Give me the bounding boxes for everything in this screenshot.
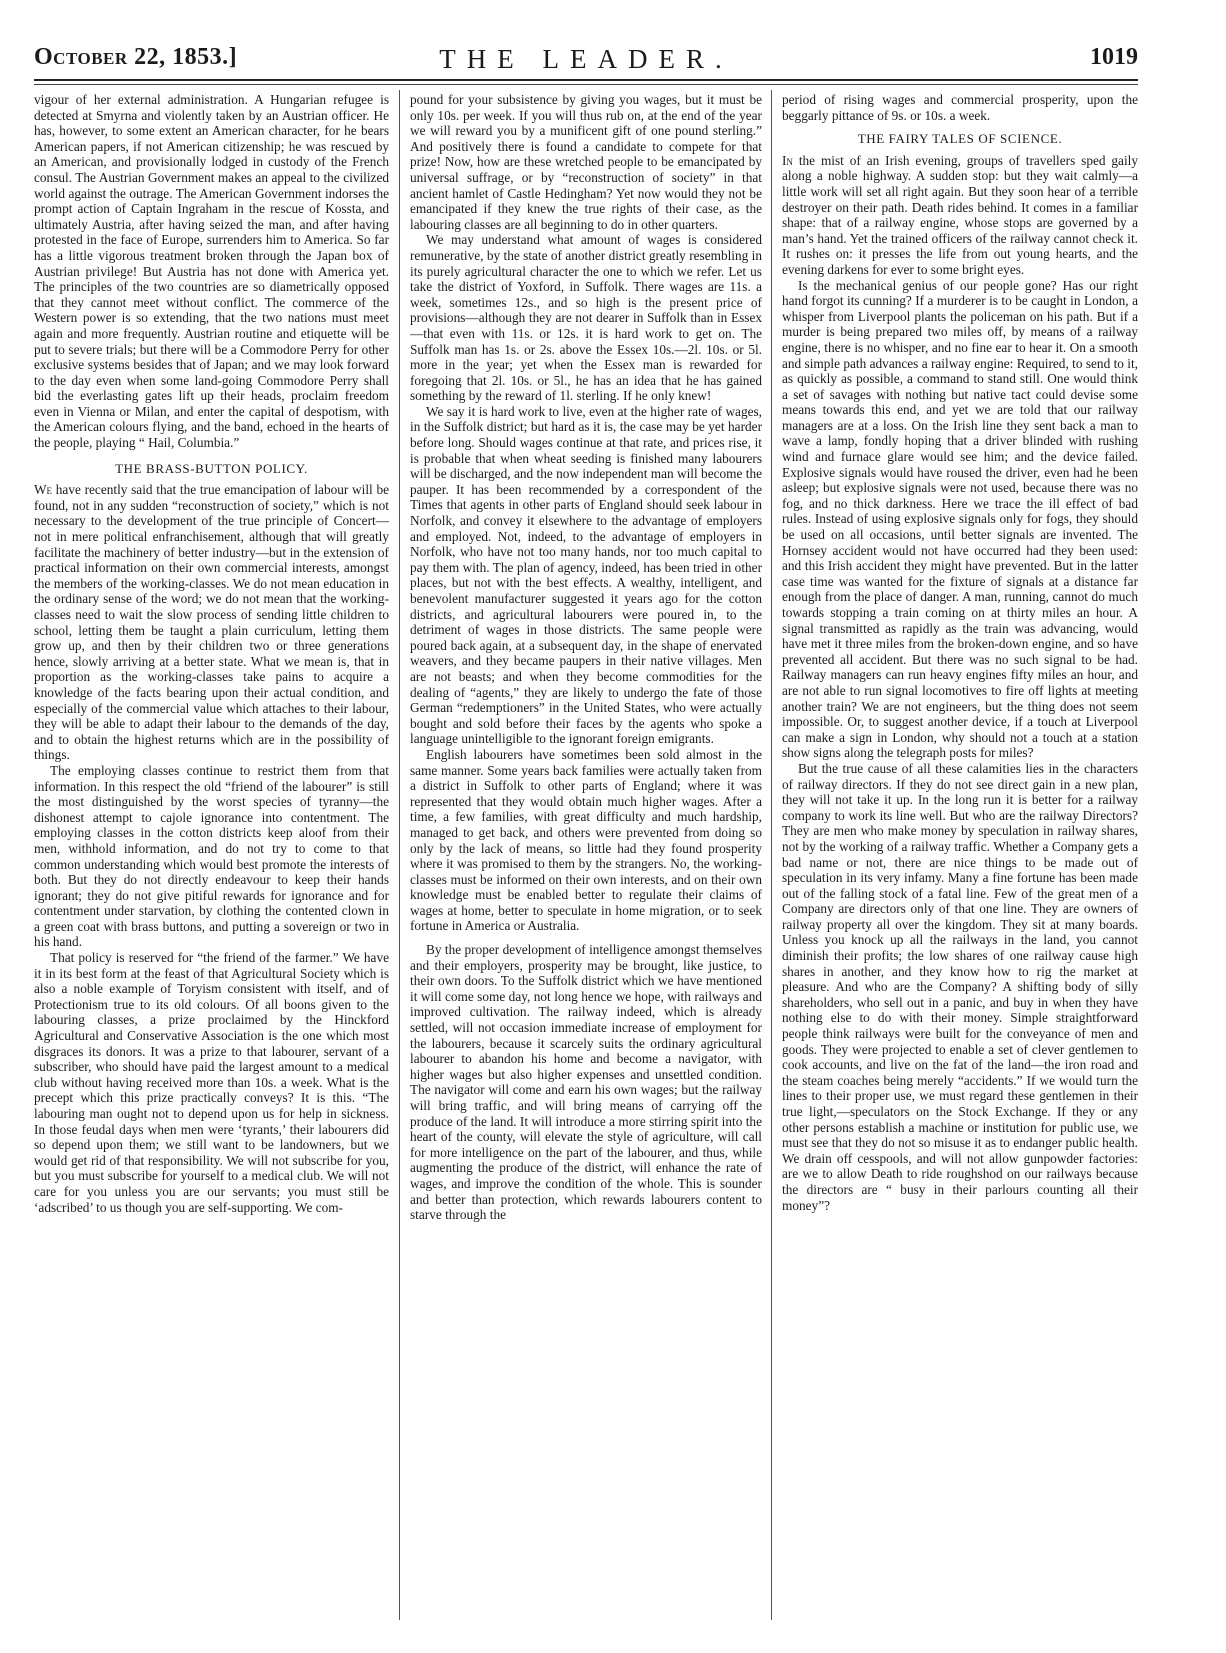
paragraph: English labourers have sometimes been sold almost in the same manner. Some years back families were actually taken from a district in Suffolk to other parts of England; where it was represented that they would obtain much higher wages. After a time, a few families, with great difficulty and much hardship, managed to get back, and others were prevented from doing so only by the lack of means, so little had they found prosperity where it was promised to them by the strangers. No, the working-classes must be informed on their own interests, and on their own knowledge must be enabled better to regulate their claims of wages at home, better to speculate in home migration, or to seek fortune in America or Australia. [410,746,762,934]
column-divider-2 [771,90,772,1620]
column-3 [782,92,1138,1622]
drop-lead: We [34,482,53,498]
masthead [34,44,1138,78]
drop-lead: In [782,152,793,168]
page-number: 1019 [1090,44,1138,70]
column-2 [410,92,762,1622]
paragraph: By the proper development of intelligence amongst themselves and their employers, prosperity may be brought, like justice, to their own doors. To the Suffolk district which we have mentioned it will come some day, not long hence we hope, with railways and improved cultivation. The railway indeed, which is already settled, will not occasion immediate increase of employment for the labourers, because it scarcely suits the ordinary agricultural labourer to abandon his home and become a navigator, with higher wages but also higher expenses and unsettled condition. The navigator will come and earn his own wages; but the railway will bring traffic, and will bring means of carrying off the produce of the land. It will introduce a more stirring spirit into the heart of the county, will elevate the style of agriculture, will call for more intelligence on the part of the labourer, and thus, while augmenting the produce of the district, will enhance the rate of wages, and improve the condition of the whole. This is sounder and better than protection, which rewards labourers content to starve through the [410,942,762,1223]
paragraph [782,153,1138,278]
paragraph: vigour of her external administration. A Hungarian refugee is detected at Smyrna and violently taken by an Austrian officer. He has, however, to some extent an American character, for he bears American papers, if not American citizenship; he was rescued by an American, and provisionally lodged in custody of the French consul. The Austrian Government makes an appeal to the civilized world against the outrage. The American Government indorses the prompt action of Captain Ingraham in the rescue of Kossta, and ultimately Austria, after having seized the man, and after having protested in the face of Europe, surrenders him to America. So far has a little vigorous treatment broken through the Japan box of Austrian privilege! But Austria has not done with America yet. The principles of the two countries are so diametrically opposed that they cannot meet without conflict. The commerce of the Western power is so extending, that the two nations must meet again and more frequently. Austrian routine and etiquette will be put to severe trials; but there will be a Commodore Perry for other exclusive systems besides that of Japan; and we may look forward to the day even when some land-going Commodore Perry shall bid the everlasting gates lift up their heads, proclaim freedom even in Vienna or Milan, and enter the capital of despotism, with the American colours flying, and the band, echoed in the hearts of the people, playing “ Hail, Columbia.” [34,92,389,451]
paragraph: That policy is reserved for “the friend of the farmer.” We have it in its best form at the feast of that Agricultural Society which is also a noble example of Toryism consistent with itself, and of Protectionism true to its old colours. Of all boons given to the labouring classes, a prize proclaimed by the Hinckford Agricultural and Conservative Association is the one which most disgraces its donors. It was a prize to that labourer, servant of a subscriber, who should have paid the largest amount to a medical club without having received more than 10s. a week. What is the precept which this prize practically conveys? It is this. “The labouring man ought not to depend upon us for help in sickness. In those feudal days when men were ‘tyrants,’ their labourers did so depend upon them; we still want to be landowners, but we would get rid of that responsibility. We will not subscribe for you, but you must subscribe for yourself to a medical club. We will not care for you unless you are our servants; you must still be ‘adscribed’ to us though you are self-supporting. We com- [34,950,389,1215]
paragraph: We may understand what amount of wages is considered remunerative, by the state of another district greatly resembling in its purely agricultural character the one to which we refer. Let us take the district of Yoxford, in Suffolk. There wages are 11s. a week, sometimes 12s., and so high is the present price of provisions—although they are not dearer in Suffolk than in Essex—that even with 11s. or 12s. it is hard work to get on. The Suffolk man has 1s. or 2s. above the Essex 10s.—2l. 10s. or 5l. more in the year; yet when the Essex man is rewarded for foregoing that 2l. 10s. or 5l., he has an idea that he has gained something by the reward of 1l. sterling. If he only knew! [410,232,762,404]
paragraph: period of rising wages and commercial prosperity, upon the beggarly pittance of 9s. or 10s. a week. [782,92,1138,123]
paragraph: pound for your subsistence by giving you wages, but it must be only 10s. per week. If you will thus rub on, at the end of the year we will reward you by a munificent gift of one pound sterling.” And positively there is found a candidate to compete for that prize! Now, how are these wretched people to be emancipated by universal suffrage, or by “reconstruction of society” in that ancient hamlet of Castle Hedingham? Yet now would they not be emancipated if they knew the true rights of their case, as the labouring classes are all beginning to do in other quarters. [410,92,762,232]
paragraph-text: have recently said that the true emancipation of labour will be found, not in any sudden “reconstruction of society,” which is not necessary to the development of the true principle of Concert—not in mere political enfranchisement, although that will greatly facilitate the machinery of better industry—but in the extension of practical information on their own commercial interests, amongst the members of the working-classes. We do not mean education in the ordinary sense of the word; we do not mean that the working-classes need to wait the slow process of sending little children to school, letting them be taught a plain curriculum, letting them grow up, and then by their children two or three generations hence, slowly arriving at a better state. What we mean is, that in proportion as the working-classes take pains to acquire a knowledge of the facts bearing upon their actual condition, and especially of the commercial value which attaches to their labour, they will be able to adapt their labour to the demands of the day, and to obtain the highest returns which are in the possibility of things. [34,482,389,763]
article-heading-brass-button-policy: THE BRASS-BUTTON POLICY. [115,460,308,476]
paragraph: Is the mechanical genius of our people gone? Has our right hand forgot its cunning? If a murderer is to be caught in London, a whisper from Liverpool plants the policeman on his path. But if a murder is being prepared two miles off, by means of a railway engine, there is no whisper, and no fine ear to hear it. On a smooth and simple path advances a railway engine: Required, to send to it, as quickly as possible, a command to stand still. One would think a set of savages with nothing but native tact could devise some means towards this end, and yet we are told that our railway managers are at a loss. On the Irish line they sent back a man to wave a lamp, fondly hoping that a driver blinded with rushing wind and furnace glare would see him; and the device failed. Explosive signals would have roused the driver, even had he been asleep; but explosive signals were not used, because there was no fog, and no thick darkness. Here we trace the ill effect of bad rules. Instead of using explosive signals only for fogs, they should be used on all occasions, until better signals are invented. The Hornsey accident would not have occurred had they been used: and this Irish accident they might have prevented. But in the latter case time was wanted for the fixture of signals at a distance far enough from the place of danger. A man, running, cannot do much towards stopping a train coming on at thirty miles an hour. A signal transmitted as rapidly as the train was advancing, would have met it three miles from the broken-down engine, and so have prevented all accident. But there was no such signal to be had. Railway managers can run heavy engines fifty miles an hour, and are not able to run signal locomotives to fire off lights at meeting another train? We are not engineers, but the thing does not seem impossible. Or, to suggest another device, if a touch at Liverpool can make a sign in London, why should not a touch at a station show signs along the telegraph posts for miles? [782,277,1138,761]
column-divider-1 [399,90,400,1620]
newspaper-title: THE LEADER. [439,44,733,74]
paragraph [34,482,389,763]
paragraph: The employing classes continue to restrict them from that information. In this respect the old “friend of the labourer” is still the most distinguished by the worst species of tyranny—the dishonest attempt to cajole ignorance into contentment. The employing classes in the cotton districts keep aloof from their men, withhold information, and do not try to come to that common understanding which would best promote the interests of both. But they do not directly endeavour to keep their hands ignorant; they do not give pitiful rewards for ignorance and for contentment under starvation, by clothing the contented clown in a green coat with brass buttons, and putting a sovereign or two in his hand. [34,762,389,950]
paragraph-text: the mist of an Irish evening, groups of travellers sped gaily along a noble highway. A sudden stop: but they wait calmly—a little work will set all right again. But they soon hear of a terrible destroyer on their path. Death rides behind. It comes in a familiar shape: that of a railway engine, whose stops are governed by a man’s hand. Yet the trained officers of the railway cannot check it. It rushes on: it presses the life from out young hearts, and the evening darkens for ever to some bright eyes. [782,152,1138,277]
masthead-rule-thin [34,84,1138,85]
issue-date: October 22, 1853.] [34,44,238,70]
masthead-rule [34,79,1138,81]
column-1 [34,92,389,1622]
paragraph: But the true cause of all these calamities lies in the characters of railway directors. If they do not see direct gain in a new plan, they will not take it up. In the long run it is better for a railway company to work its line well. But who are the railway Directors? They are men who make money by speculation in railway shares, not by the working of a railway traffic. Whether a Company gets a bad name or not, there are nice things to be made out of speculation in its very infamy. Many a fine fortune has been made out of the falling stock of a fatal line. Few of the great men of a Company are directors only of that one line. They are owners of railway property all over the kingdom. They sit at many boards. Unless you knock up all the railways in the land, you cannot diminish their profits; the low shares of one railway cause high shares in another, and they know how to rig the market at pleasure. And who are the Company? A shifting body of silly shareholders, who sell out in a panic, and buy in when they have nothing else to do with their money. Simple straightforward people think railways were built for the conveyance of men and goods. They were projected to enable a set of clever gentlemen to cook accounts, and live on the fat of the land—the iron road and the steam coaches being merely “accidents.” If we would turn the lines to their proper use, we must regard these gentlemen in their true light,—speculators on the Stock Exchange. If they or any other persons establish a machine or institution for public use, we must see that they do not so misuse it as to endanger public health. We drain off cesspools, and will not allow gunpowder factories: are we to allow Death to ride roughshod on our railways because the directors are “ busy in their parlours counting all their money”? [782,760,1138,1213]
article-heading-fairy-tales-of-science: THE FAIRY TALES OF SCIENCE. [857,131,1063,147]
paragraph: We say it is hard work to live, even at the higher rate of wages, in the Suffolk district; but hard as it is, the case may be yet harder before long. Should wages continue at that rate, and prices rise, it is probable that when wheat seeding is finished many labourers will be discharged, and the now independent man will become the pauper. It has been recommended by a correspondent of the Times that agents in other parts of England should seek labour in Norfolk, and convey it elsewhere to the advantage of employers and employed. Not, indeed, to the advantage of employers in Norfolk, who have not too many hands, nor too much capital to pay them with. The plan of agency, indeed, has been tried in other places, but not with the best effects. A wealthy, intelligent, and benevolent manufacturer suggested it years ago for the cotton districts, and agricultural labourers were poured in, to the detriment of wages in those districts. The same people were poured back again, at a subsequent day, in the shape of enervated weavers, and they became paupers in their native villages. Men are not beasts; and when they become commodities for the dealing of “agents,” they are likely to undergo the fate of those German “redemptioners” in the United States, who were actually bought and sold before their faces by the agents who spoke a language unintelligible to the ignorant foreign emigrants. [410,403,762,747]
